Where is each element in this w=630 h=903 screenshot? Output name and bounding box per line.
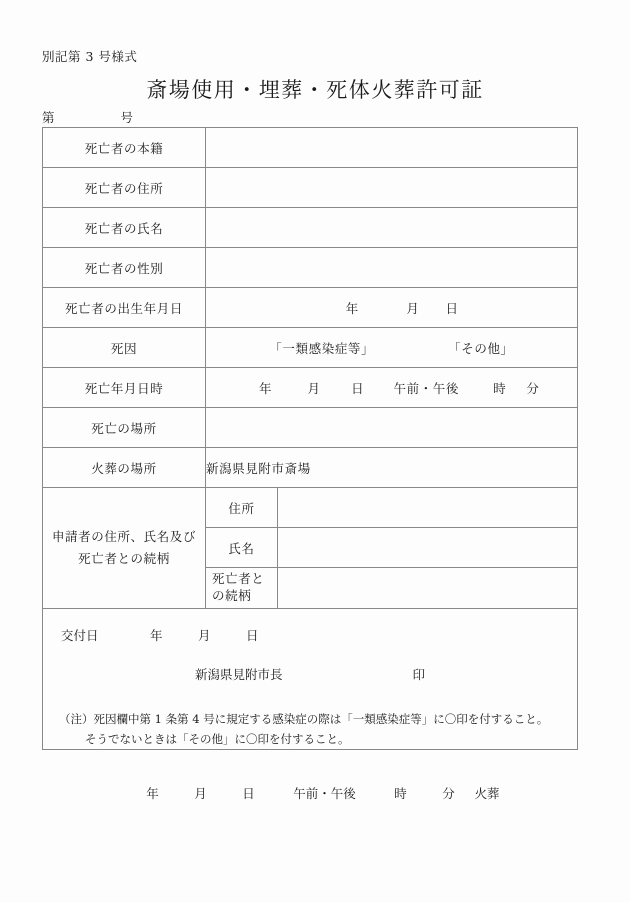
cause-options — [206, 339, 577, 357]
row-label-cremation-place: 火葬の場所 — [43, 448, 206, 488]
mayor-title: 新潟県見附市長 — [195, 667, 283, 682]
row-value-name[interactable] — [206, 208, 578, 248]
mayor-signature-line — [43, 665, 577, 683]
table-row-applicant — [43, 488, 578, 528]
table-row — [43, 288, 578, 328]
row-value-death-datetime[interactable] — [206, 368, 578, 408]
applicant-label-line2: 死亡者との続柄 — [78, 551, 170, 566]
table-row — [43, 408, 578, 448]
row-label-gender: 死亡者の性別 — [43, 248, 206, 288]
death-hour: 時 — [493, 380, 507, 396]
issue-date-line — [61, 626, 258, 644]
row-label-address: 死亡者の住所 — [43, 168, 206, 208]
death-month: 月 — [307, 380, 321, 396]
cremation-ampm[interactable]: 午前・午後 — [293, 786, 356, 801]
table-row — [43, 168, 578, 208]
row-label-honseki: 死亡者の本籍 — [43, 128, 206, 168]
applicant-sub-label-relation — [206, 568, 278, 609]
birthdate-day: 日 — [445, 300, 459, 316]
applicant-value-name[interactable] — [278, 528, 578, 568]
row-label-cause: 死因 — [43, 328, 206, 368]
cremation-month: 月 — [194, 786, 207, 801]
table-row — [43, 128, 578, 168]
cremation-day: 日 — [242, 786, 255, 801]
row-value-address[interactable] — [206, 168, 578, 208]
note-line-2: そうでないときは「その他」に〇印を付すること。 — [85, 732, 350, 747]
issue-date-tokens — [61, 626, 258, 644]
cause-option-other[interactable]: 「その他」 — [448, 340, 514, 356]
cremation-minute: 分 — [442, 786, 455, 801]
table-row — [43, 328, 578, 368]
relation-label-line2: の続柄 — [212, 588, 252, 603]
row-value-cause[interactable] — [206, 328, 578, 368]
birthdate-month: 月 — [406, 300, 420, 316]
number-suffix: 号 — [120, 110, 133, 125]
row-value-cremation-place: 新潟県見附市斎場 — [206, 448, 578, 488]
row-label-death-datetime: 死亡年月日時 — [43, 368, 206, 408]
applicant-value-relation[interactable] — [278, 568, 578, 609]
note-line-1: （注）死因欄中第 1 条第 4 号に規定する感染症の際は「一類感染症等」に〇印を付すること。 — [59, 712, 549, 726]
relation-label-line1: 死亡者と — [212, 571, 265, 587]
cause-option-infectious[interactable]: 「一類感染症等」 — [269, 340, 375, 356]
row-label-death-place: 死亡の場所 — [43, 408, 206, 448]
issue-date-day: 日 — [245, 628, 259, 643]
cremation-year: 年 — [146, 786, 159, 801]
certificate-table — [42, 127, 578, 750]
issue-date-label: 交付日 — [61, 628, 99, 643]
table-row — [43, 368, 578, 408]
applicant-label-line1: 申請者の住所、氏名及び — [51, 529, 197, 545]
certificate-number-line — [42, 108, 133, 126]
cremation-action: 火葬 — [474, 786, 500, 801]
table-row-footer — [43, 609, 578, 750]
row-label-applicant — [43, 488, 206, 609]
death-year: 年 — [258, 380, 273, 396]
death-minute: 分 — [526, 380, 540, 396]
issue-date-month: 月 — [197, 628, 211, 643]
footer-cell — [43, 609, 578, 750]
cremation-tokens — [131, 784, 500, 802]
table-row — [43, 448, 578, 488]
cremation-record-line — [0, 784, 630, 802]
row-value-birthdate[interactable] — [206, 288, 578, 328]
seal-mark: 印 — [412, 667, 425, 682]
row-label-name: 死亡者の氏名 — [43, 208, 206, 248]
applicant-value-address[interactable] — [278, 488, 578, 528]
birthdate-tokens — [324, 299, 458, 317]
cremation-hour: 時 — [394, 786, 407, 801]
death-ampm[interactable]: 午前・午後 — [393, 380, 459, 396]
row-value-gender[interactable] — [206, 248, 578, 288]
note-block — [59, 709, 548, 749]
row-value-honseki[interactable] — [206, 128, 578, 168]
table-row — [43, 248, 578, 288]
death-day: 日 — [351, 380, 365, 396]
issue-date-year: 年 — [149, 628, 163, 643]
number-prefix: 第 — [42, 110, 55, 125]
document-title: 斎場使用・埋葬・死体火葬許可証 — [146, 78, 484, 102]
row-label-birthdate: 死亡者の出生年月日 — [43, 288, 206, 328]
table-row — [43, 208, 578, 248]
death-datetime-tokens — [244, 379, 540, 397]
birthdate-year: 年 — [345, 300, 359, 316]
applicant-sub-label-name: 氏名 — [206, 528, 278, 568]
form-code: 別記第 3 号様式 — [42, 49, 138, 64]
row-value-death-place[interactable] — [206, 408, 578, 448]
applicant-sub-label-address: 住所 — [206, 488, 278, 528]
